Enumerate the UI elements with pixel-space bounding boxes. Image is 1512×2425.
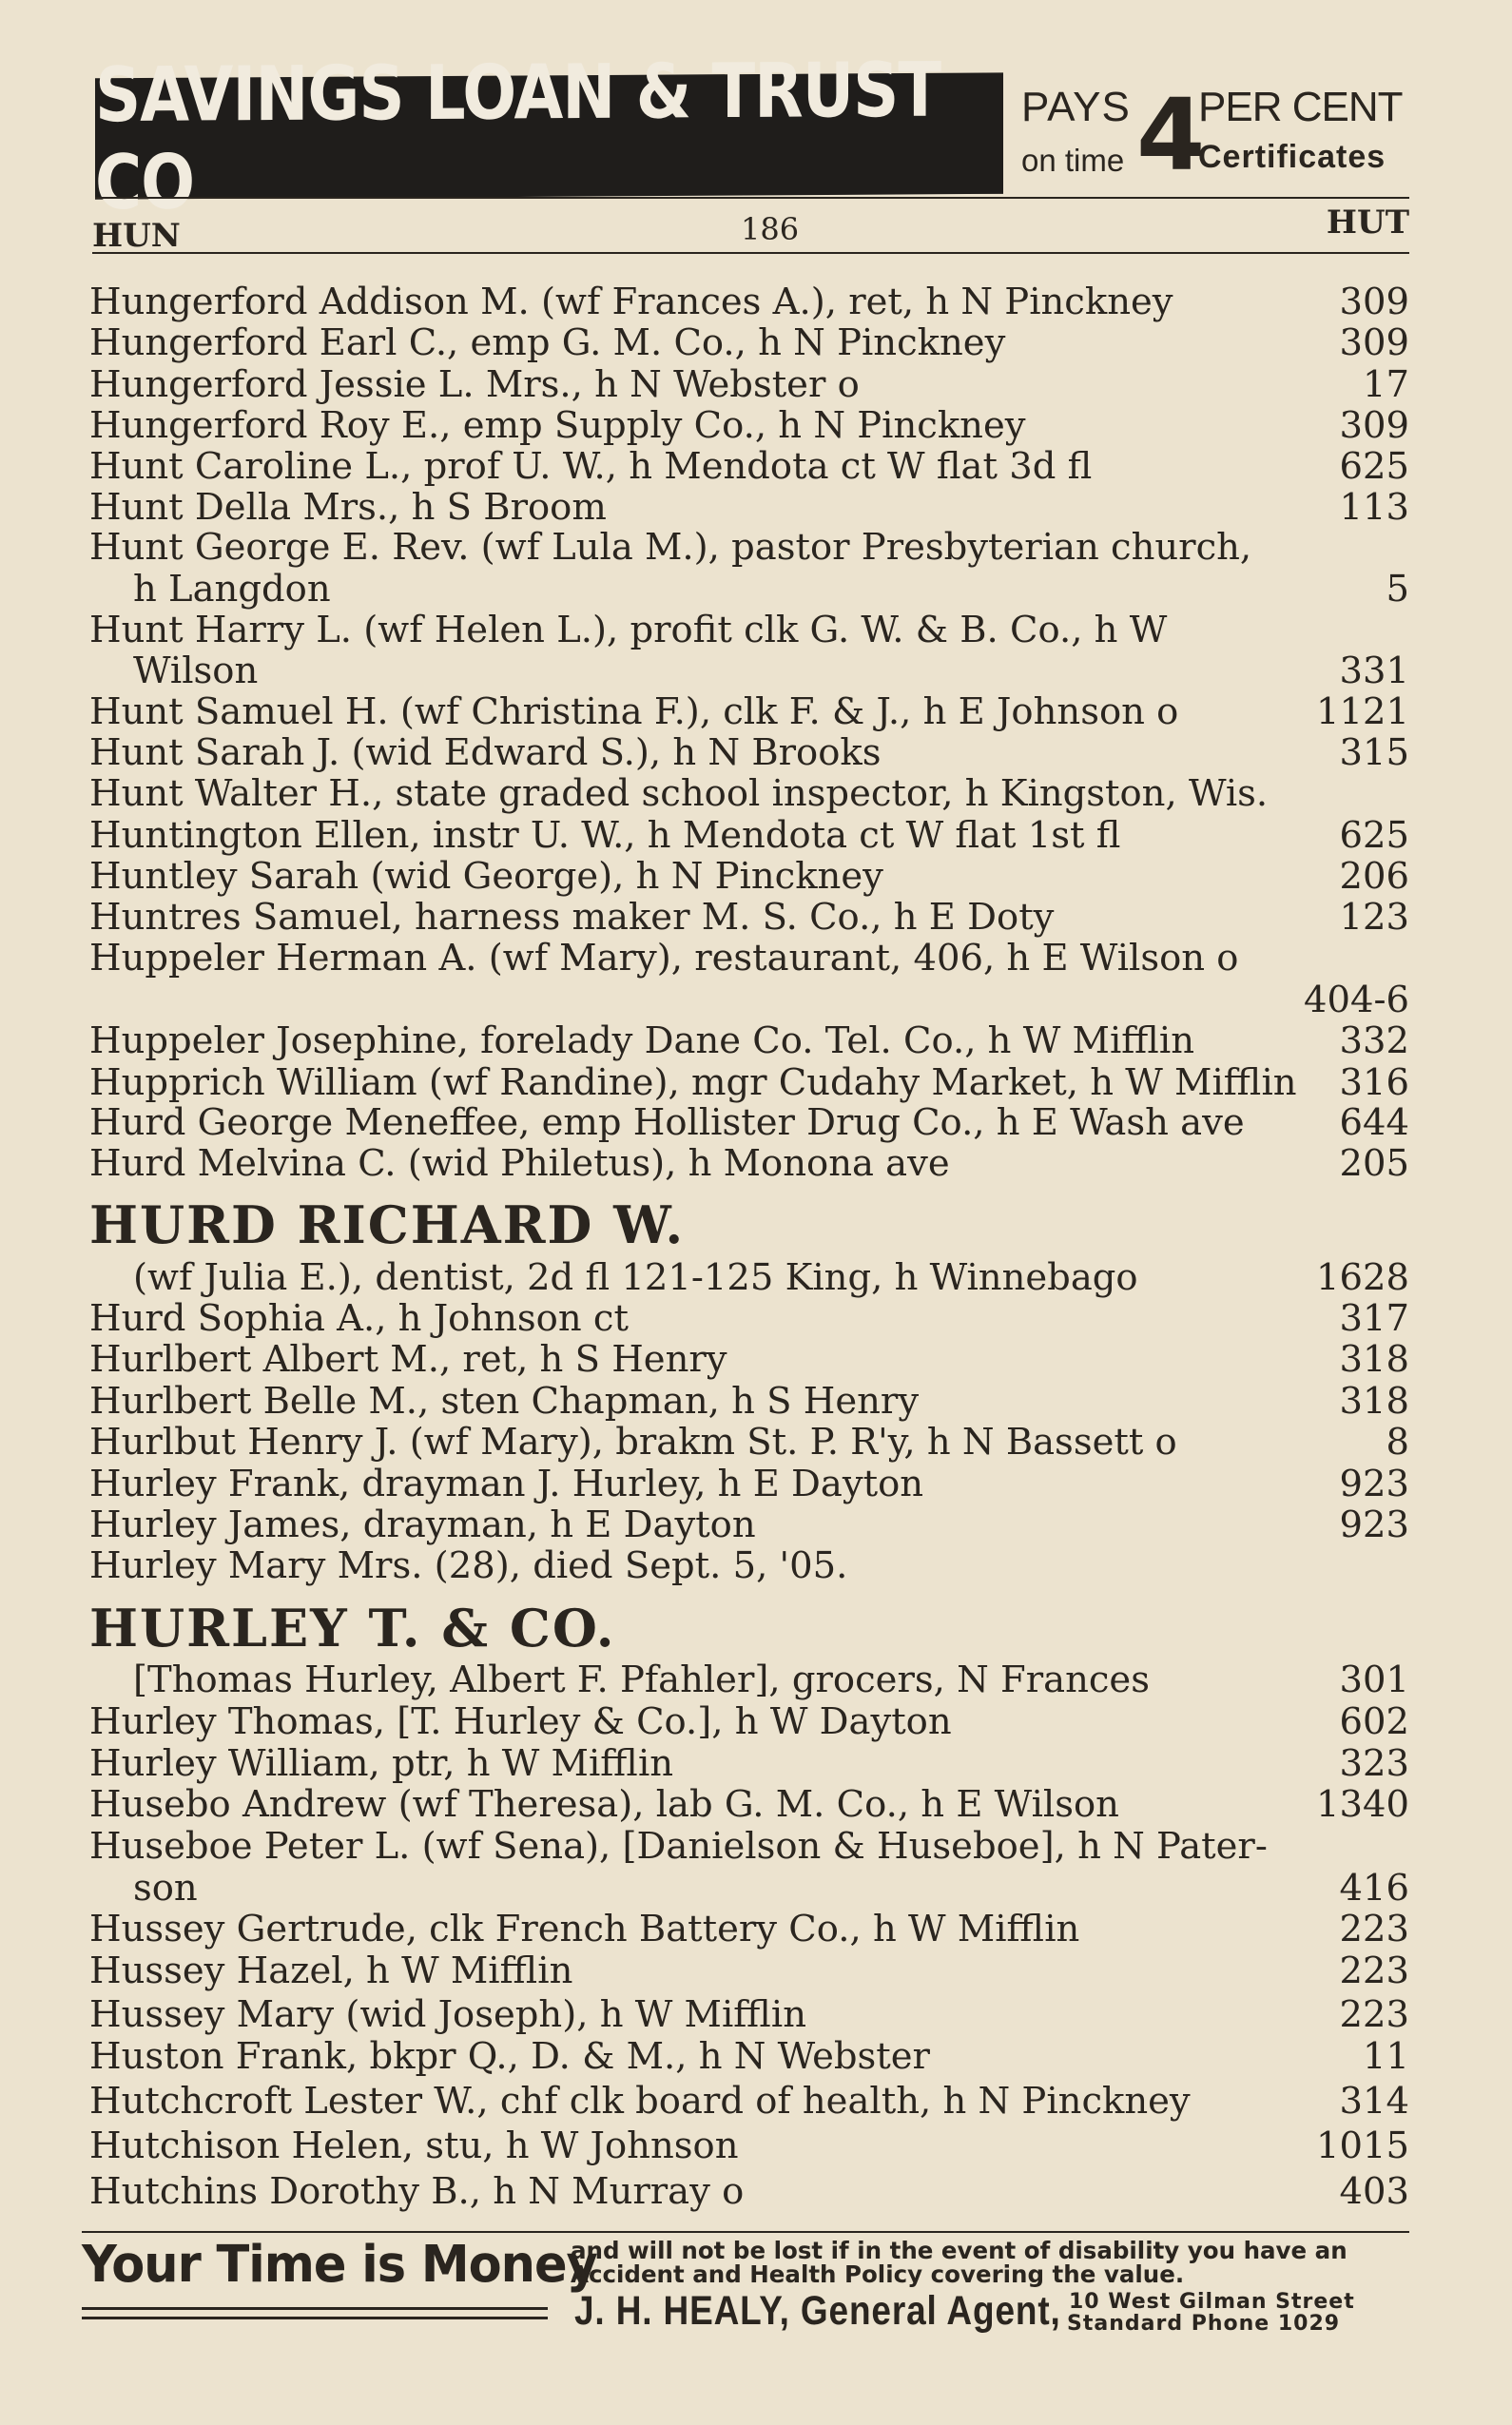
- entry-text: Huston Frank, bkpr Q., D. & M., h N Webster: [89, 2035, 930, 2078]
- entry-number: 1340: [1316, 1783, 1409, 1826]
- entry-text: Huppeler Josephine, forelady Dane Co. Tel. Co., h W Mifflin: [89, 1019, 1195, 1062]
- entry-number: 403: [1339, 2170, 1409, 2213]
- entry-text: Hutchins Dorothy B., h N Murray o: [89, 2170, 745, 2213]
- entry-number: 11: [1363, 2035, 1409, 2078]
- entry-number: 1015: [1316, 2124, 1409, 2167]
- entry-text: Hurd Melvina C. (wid Philetus), h Monona ave: [89, 1142, 950, 1185]
- entry-number: 332: [1339, 1019, 1409, 1062]
- entry-number: 404-6: [1304, 979, 1409, 1021]
- entry-number: 923: [1339, 1463, 1409, 1505]
- entry-number: 317: [1339, 1297, 1409, 1340]
- entry-text: Huntley Sarah (wid George), h N Pinckney: [89, 855, 883, 898]
- entry-text: Hungerford Addison M. (wf Frances A.), ret, h N Pinckney: [89, 281, 1173, 323]
- entry-text: Hurley Thomas, [T. Hurley & Co.], h W Dayton: [89, 1700, 952, 1743]
- entry-number: 644: [1339, 1101, 1409, 1144]
- ad-double-rule-top: [82, 2307, 548, 2310]
- entry-text: Hunt Caroline L., prof U. W., h Mendota ct W flat 3d fl: [89, 445, 1093, 488]
- entry-text: Hunt Harry L. (wf Helen L.), profit clk G. W. & B. Co., h W: [89, 609, 1168, 651]
- entry-number: 318: [1339, 1380, 1409, 1423]
- entry-text: Hurd Sophia A., h Johnson ct: [89, 1297, 629, 1340]
- ad-pays-text: PAYS: [1021, 84, 1131, 130]
- ad-certificates-text: Certificates: [1198, 139, 1386, 175]
- entry-text: Huseboe Peter L. (wf Sena), [Danielson & Huseboe], h N Pater-: [89, 1825, 1268, 1868]
- entry-number: 625: [1339, 445, 1409, 488]
- entry-text: Huppeler Herman A. (wf Mary), restaurant, 406, h E Wilson o: [89, 937, 1239, 980]
- entry-number: 123: [1339, 896, 1409, 939]
- bottom-advertisement: [82, 2237, 1413, 2341]
- ad-blurb-line-1: and will not be lost if in the event of disability you have an: [571, 2237, 1347, 2264]
- ad-double-rule-bottom: [82, 2317, 548, 2319]
- entry-text: h Langdon: [133, 568, 331, 611]
- ad-on-time-text: on time: [1021, 143, 1125, 178]
- entry-text: Hurley Mary Mrs. (28), died Sept. 5, '05.: [89, 1544, 848, 1587]
- ad-agent-name: J. H. HEALY, General Agent,: [574, 2288, 1061, 2334]
- entry-number: 1628: [1316, 1256, 1409, 1299]
- entry-text: Hungerford Roy E., emp Supply Co., h N Pinckney: [89, 404, 1026, 447]
- ad-percent-block: [1198, 84, 1417, 196]
- entry-number: 223: [1339, 1950, 1409, 1992]
- entry-number: 223: [1339, 1993, 1409, 2036]
- entry-heading: HURLEY T. & CO.: [89, 1598, 616, 1659]
- running-head-right: HUT: [1326, 204, 1409, 242]
- footer-rule: [82, 2231, 1409, 2233]
- entry-number: 331: [1339, 650, 1409, 692]
- ad-rate-number: 4: [1136, 77, 1206, 193]
- entry-number: 5: [1386, 568, 1409, 611]
- ad-per-cent-text: PER CENT: [1198, 84, 1403, 130]
- entry-text: Hutchcroft Lester W., chf clk board of health, h N Pinckney: [89, 2080, 1191, 2123]
- entry-number: 923: [1339, 1504, 1409, 1546]
- entry-number: 223: [1339, 1908, 1409, 1950]
- entry-heading: HURD RICHARD W.: [89, 1194, 686, 1255]
- entry-text: Huntington Ellen, instr U. W., h Mendota ct W flat 1st fl: [89, 814, 1121, 857]
- header-rule: [92, 252, 1409, 254]
- entry-text: [Thomas Hurley, Albert F. Pfahler], grocers, N Frances: [133, 1659, 1150, 1701]
- entry-number: 318: [1339, 1338, 1409, 1381]
- entry-text: Hunt George E. Rev. (wf Lula M.), pastor Presbyterian church,: [89, 526, 1252, 569]
- entry-text: Hussey Mary (wid Joseph), h W Mifflin: [89, 1993, 807, 2036]
- running-head: [92, 204, 1409, 255]
- entry-text: Wilson: [133, 650, 259, 692]
- entry-number: 206: [1339, 855, 1409, 898]
- entry-text: (wf Julia E.), dentist, 2d fl 121-125 King, h Winnebago: [133, 1256, 1138, 1299]
- entry-text: Hutchison Helen, stu, h W Johnson: [89, 2124, 739, 2167]
- entry-number: 113: [1339, 486, 1409, 529]
- bank-name-banner: SAVINGS LOAN & TRUST CO: [95, 72, 1003, 199]
- top-rule: [95, 197, 1409, 199]
- entry-text: Hussey Gertrude, clk French Battery Co., h W Mifflin: [89, 1908, 1080, 1950]
- entry-text: Hunt Sarah J. (wid Edward S.), h N Brooks: [89, 731, 882, 774]
- entry-text: Hurlbut Henry J. (wf Mary), brakm St. P. R'y, h N Bassett o: [89, 1421, 1177, 1464]
- entry-number: 301: [1339, 1659, 1409, 1701]
- entry-number: 17: [1363, 363, 1409, 406]
- entry-text: Hupprich William (wf Randine), mgr Cudahy Market, h W Mifflin: [89, 1061, 1297, 1104]
- entry-number: 316: [1339, 1061, 1409, 1104]
- running-head-left: HUN: [92, 217, 181, 255]
- entry-text: Hussey Hazel, h W Mifflin: [89, 1950, 573, 1992]
- entry-text: Hungerford Jessie L. Mrs., h N Webster o: [89, 363, 860, 406]
- entry-text: Husebo Andrew (wf Theresa), lab G. M. Co., h E Wilson: [89, 1783, 1119, 1826]
- entry-text: Hunt Walter H., state graded school inspector, h Kingston, Wis.: [89, 772, 1269, 815]
- entry-text: Hurley Frank, drayman J. Hurley, h E Dayton: [89, 1463, 924, 1505]
- entry-text: Hunt Della Mrs., h S Broom: [89, 486, 607, 529]
- entry-text: Hurley William, ptr, h W Mifflin: [89, 1742, 674, 1785]
- page-number: 186: [741, 211, 800, 247]
- entry-number: 1121: [1316, 690, 1409, 733]
- ad-slogan: Your Time is Money: [82, 2235, 597, 2295]
- ad-phone: Standard Phone 1029: [1067, 2312, 1341, 2336]
- entry-text: Hurlbert Belle M., sten Chapman, h S Henry: [89, 1380, 920, 1423]
- entry-number: 309: [1339, 321, 1409, 364]
- entry-text: Hungerford Earl C., emp G. M. Co., h N Pinckney: [89, 321, 1006, 364]
- entry-number: 309: [1339, 281, 1409, 323]
- entry-number: 309: [1339, 404, 1409, 447]
- entry-number: 416: [1339, 1867, 1409, 1910]
- entry-text: Huntres Samuel, harness maker M. S. Co., h E Doty: [89, 896, 1055, 939]
- entry-number: 315: [1339, 731, 1409, 774]
- ad-address: 10 West Gilman Street: [1069, 2290, 1355, 2314]
- entry-text: Hurley James, drayman, h E Dayton: [89, 1504, 756, 1546]
- entry-number: 323: [1339, 1742, 1409, 1785]
- entry-number: 602: [1339, 1700, 1409, 1743]
- entry-text: son: [133, 1867, 198, 1910]
- entry-number: 625: [1339, 814, 1409, 857]
- entry-text: Hunt Samuel H. (wf Christina F.), clk F. & J., h E Johnson o: [89, 690, 1179, 733]
- ad-blurb-line-2: Accident and Health Policy covering the value.: [571, 2260, 1185, 2288]
- entry-number: 8: [1386, 1421, 1409, 1464]
- entry-text: Hurlbert Albert M., ret, h S Henry: [89, 1338, 727, 1381]
- entry-text: Hurd George Meneffee, emp Hollister Drug Co., h E Wash ave: [89, 1101, 1245, 1144]
- entry-number: 205: [1339, 1142, 1409, 1185]
- ad-pays-block: [1018, 84, 1136, 196]
- entry-number: 314: [1339, 2080, 1409, 2123]
